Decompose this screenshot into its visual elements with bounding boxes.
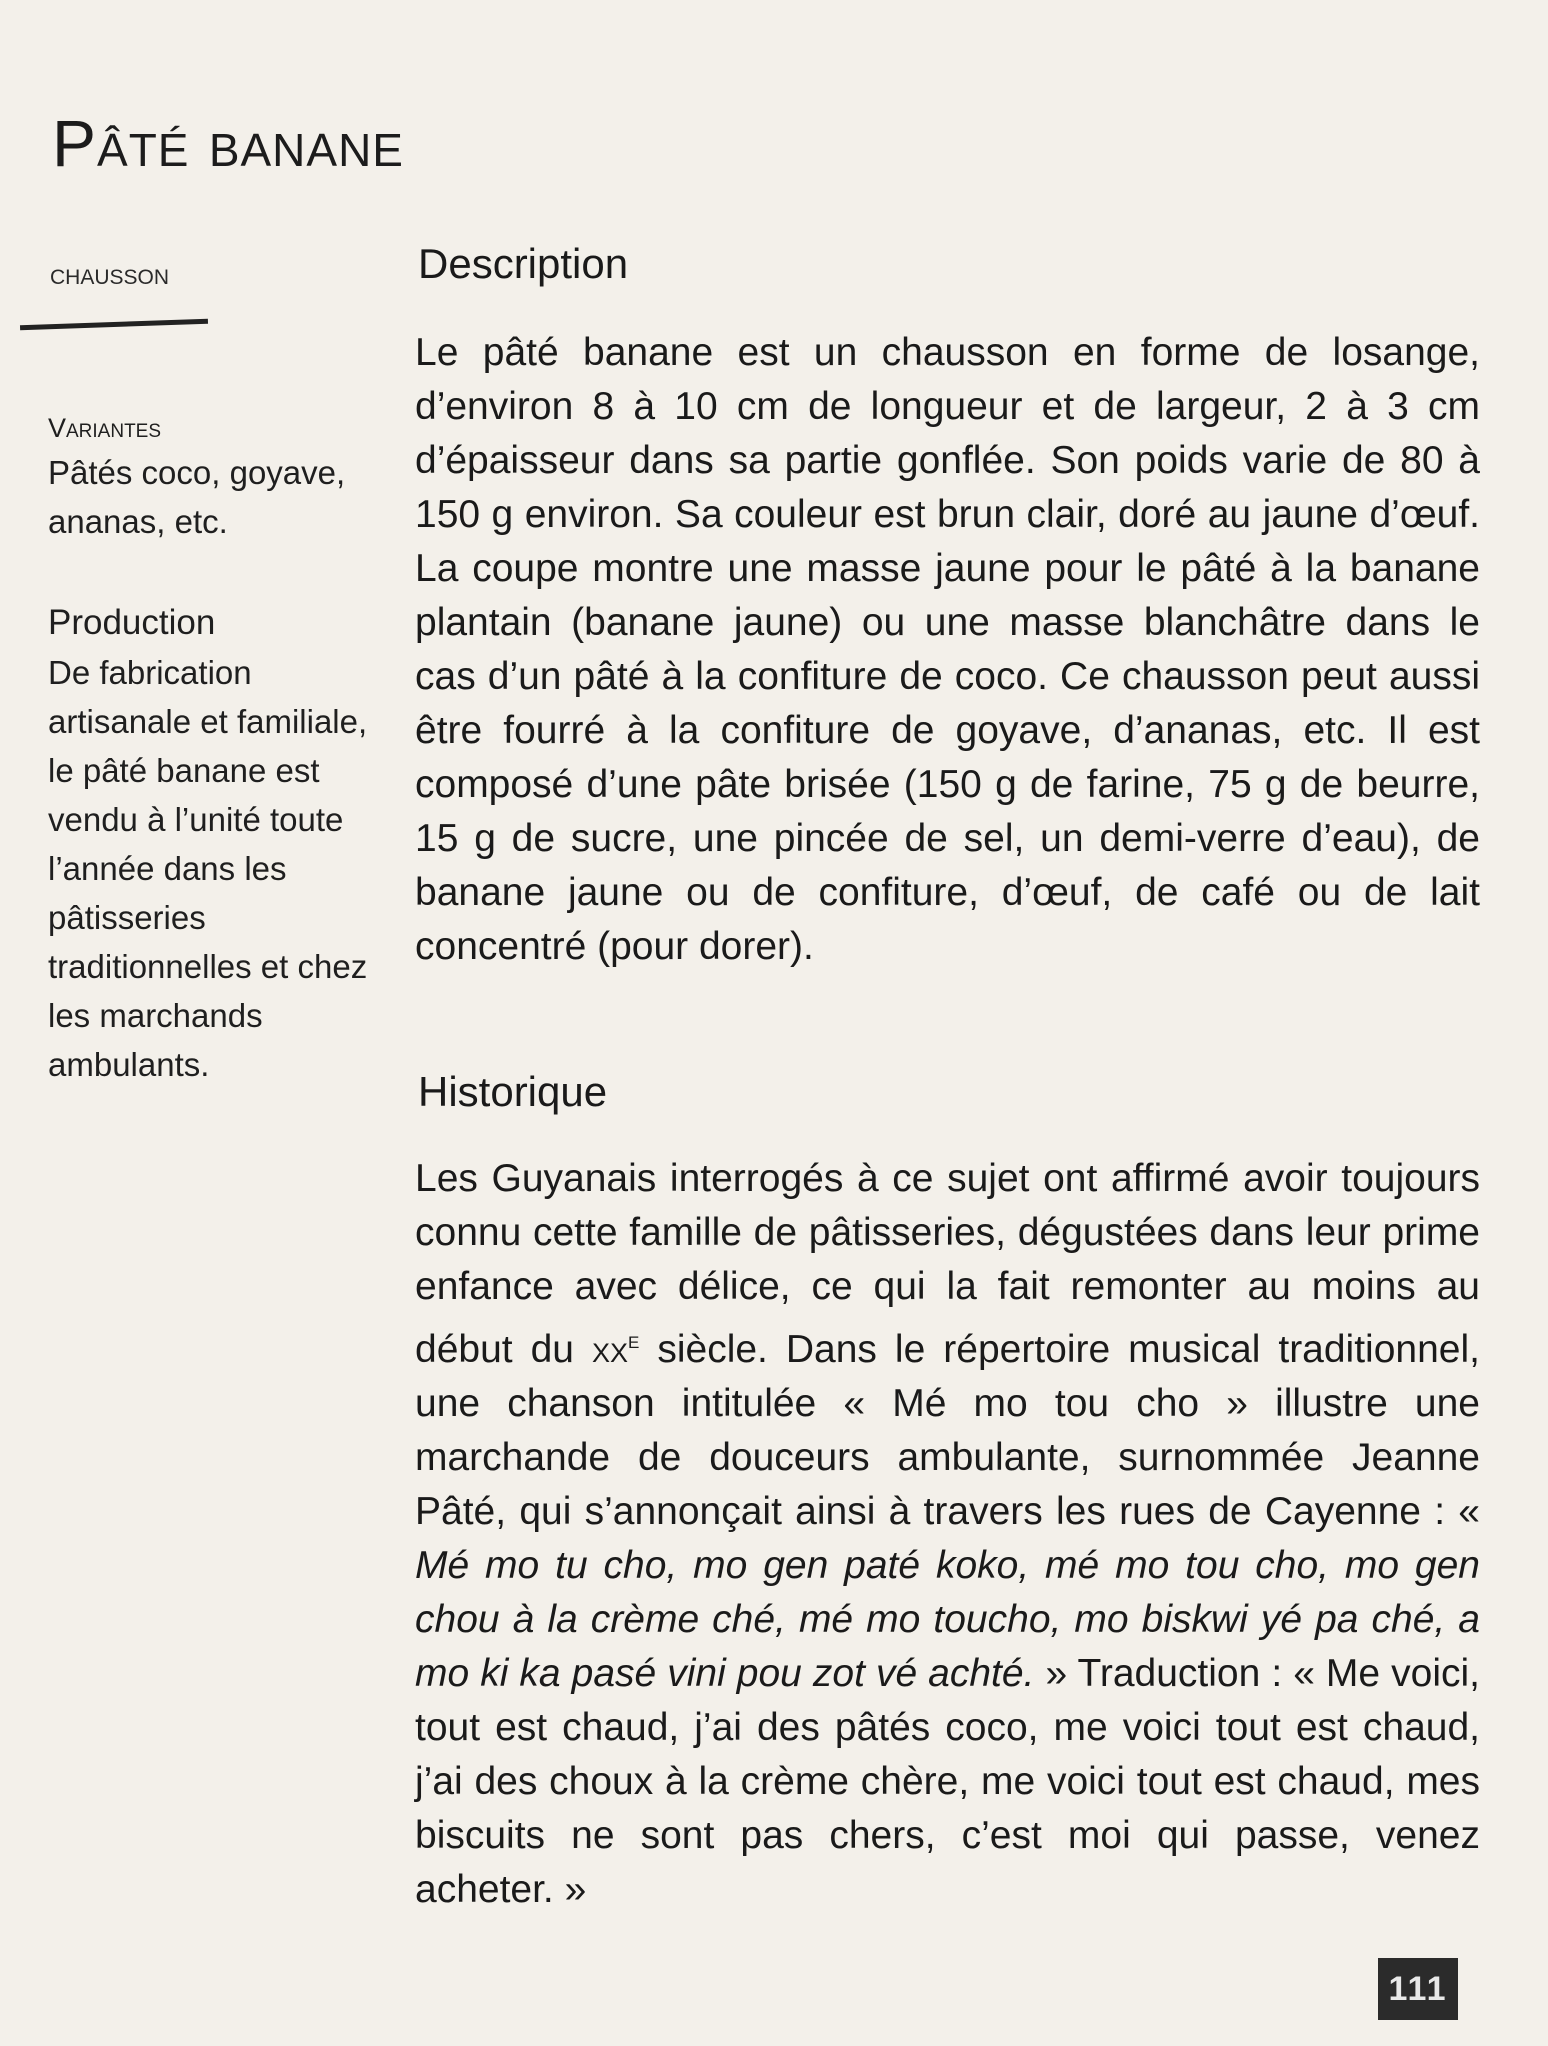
historique-text: [415, 1152, 1480, 1917]
variantes-heading: Variantes: [48, 413, 162, 443]
historique-body: [415, 1152, 1480, 1917]
historique-text-part3: » Traduction : « Me voici, tout est chaud, j’ai des pâtés coco, me voici tout est chaud, j’ai des choux à la crème chère, me voici tout est chaud, mes biscuits ne sont pas chers, c’est moi qui passe, venez acheter. »: [415, 1652, 1480, 1911]
century-numeral: [592, 1328, 639, 1371]
production-heading: Production: [48, 603, 216, 642]
variantes-text: Pâtés coco, goyave, ananas, etc.: [48, 454, 346, 540]
century-sup: e: [628, 1327, 640, 1354]
page-title: Pâté banane: [52, 106, 404, 180]
category-label: chausson: [50, 258, 170, 291]
description-heading: Description: [418, 240, 629, 287]
production-block: [48, 598, 368, 1089]
description-text: Le pâté banane est un chausson en forme de losange, d’environ 8 à 10 cm de longueur et de largeur, 2 à 3 cm d’épaisseur dans sa partie gonflée. Son poids varie de 80 à 150 g environ. Sa couleur est brun clair, doré au jaune d’œuf. La coupe montre une masse jaune pour le pâté à la banane plantain (banane jaune) ou une masse blanchâtre dans le cas d’un pâté à la confiture de coco. Ce chausson peut aussi être fourré à la confiture de goyave, d’ananas, etc. Il est composé d’une pâte brisée (150 g de farine, 75 g de beurre, 15 g de sucre, une pincée de sel, un demi-verre d’eau), de banane jaune ou de confiture, d’œuf, de café ou de lait concentré (pour dorer).: [415, 331, 1480, 968]
production-text: De fabrication artisanale et familiale, le pâté banane est vendu à l’unité toute l’année dans les pâtisseries traditionnelles et chez les marchands ambulants.: [48, 654, 368, 1083]
creole-quote: Mé mo tu cho, mo gen paté koko, mé mo tou cho, mo gen chou à la crème ché, mé mo toucho, mo biskwi yé pa ché, a mo ki ka pasé vini pou zot vé achté.: [415, 1544, 1480, 1695]
historique-heading: Historique: [418, 1068, 608, 1115]
page-number: 111: [1378, 1958, 1458, 2020]
description-body: [415, 326, 1480, 974]
historique-text-part2: siècle. Dans le répertoire musical traditionnel, une chanson intitulée « Mé mo tou cho » illustre une marchande de douceurs ambulante, surnommée Jeanne Pâté, qui s’annonçait ainsi à travers les rues de Cayenne : «: [415, 1328, 1480, 1533]
historique-text-part1: Les Guyanais interrogés à ce sujet ont affirmé avoir toujours connu cette famille de pâtisseries, dégustées dans leur prime enfance avec délice, ce qui la fait remonter au moins au début du: [415, 1157, 1480, 1371]
variantes-block: [48, 408, 368, 546]
century-roman: xx: [591, 1328, 628, 1371]
category-underline: [20, 319, 208, 331]
